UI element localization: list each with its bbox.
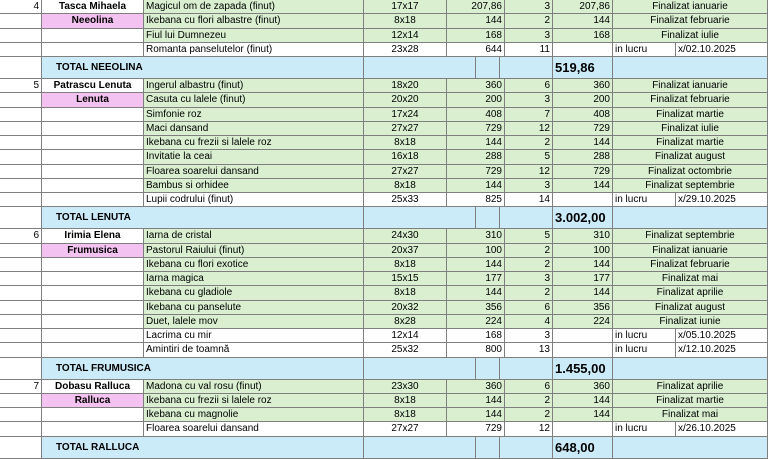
amount-cell[interactable]: 100 xyxy=(553,244,613,258)
empty-cell[interactable] xyxy=(42,165,144,179)
date-cell[interactable]: x/26.10.2025 xyxy=(676,422,768,436)
quantity-cell[interactable]: 13 xyxy=(505,343,553,357)
client-name-cell[interactable]: Dobasu Ralluca xyxy=(42,380,144,394)
table-row xyxy=(0,93,768,107)
quantity-cell[interactable]: 12 xyxy=(505,165,553,179)
status-cell[interactable]: Finalizat ianuarie xyxy=(613,0,768,14)
total-value-cell[interactable]: 3.002,00 xyxy=(553,207,613,229)
quantity-cell[interactable]: 7 xyxy=(505,108,553,122)
status-cell[interactable]: Finalizat ianuarie xyxy=(613,79,768,93)
total-label-cell[interactable]: TOTAL RALLUCA xyxy=(42,437,364,459)
empty-cell[interactable] xyxy=(42,315,144,329)
row-index-cell[interactable] xyxy=(0,122,42,136)
title-cell[interactable]: Romanta panselutelor (finut) xyxy=(144,43,364,57)
points-cell[interactable]: 360 xyxy=(447,79,505,93)
empty-cell[interactable] xyxy=(42,408,144,422)
row-index-cell[interactable] xyxy=(0,93,42,107)
points-cell[interactable]: 288 xyxy=(447,150,505,164)
size-cell[interactable]: 24x30 xyxy=(364,229,447,243)
size-cell[interactable]: 8x18 xyxy=(364,408,447,422)
row-index-cell[interactable] xyxy=(0,437,42,459)
empty-cell[interactable] xyxy=(42,108,144,122)
table-row xyxy=(0,394,768,408)
total-row xyxy=(0,207,768,229)
size-cell[interactable]: 23x30 xyxy=(364,380,447,394)
title-cell[interactable]: Lupii codrului (finut) xyxy=(144,193,364,207)
points-cell[interactable]: 144 xyxy=(447,286,505,300)
quantity-cell[interactable]: 2 xyxy=(505,136,553,150)
points-cell[interactable]: 200 xyxy=(447,93,505,107)
title-cell[interactable]: Lacrima cu mir xyxy=(144,329,364,343)
empty-cell[interactable] xyxy=(500,57,553,79)
row-index-cell[interactable] xyxy=(0,422,42,436)
client-name-cell[interactable]: Patrascu Lenuta xyxy=(42,79,144,93)
empty-cell[interactable] xyxy=(42,286,144,300)
amount-cell[interactable]: 729 xyxy=(553,122,613,136)
title-cell[interactable]: Casuta cu lalele (finut) xyxy=(144,93,364,107)
table-row xyxy=(0,79,768,93)
table-row xyxy=(0,136,768,150)
points-cell[interactable]: 100 xyxy=(447,244,505,258)
empty-cell[interactable] xyxy=(476,207,500,229)
amount-cell[interactable]: 310 xyxy=(553,229,613,243)
quantity-cell[interactable]: 2 xyxy=(505,394,553,408)
row-index-cell[interactable] xyxy=(0,57,42,79)
table-row xyxy=(0,179,768,193)
quantity-cell[interactable]: 3 xyxy=(505,272,553,286)
title-cell[interactable]: Madona cu val rosu (finut) xyxy=(144,380,364,394)
size-cell[interactable]: 27x27 xyxy=(364,165,447,179)
empty-cell[interactable] xyxy=(500,437,553,459)
title-cell[interactable]: Ikebana cu frezii si lalele roz xyxy=(144,136,364,150)
row-index-cell[interactable] xyxy=(0,136,42,150)
empty-cell[interactable] xyxy=(500,358,553,380)
client-nickname-cell[interactable]: Lenuta xyxy=(42,93,144,107)
quantity-cell[interactable]: 2 xyxy=(505,286,553,300)
client-nickname-cell[interactable]: Ralluca xyxy=(42,394,144,408)
empty-cell[interactable] xyxy=(476,358,500,380)
amount-cell[interactable] xyxy=(553,329,613,343)
table-row xyxy=(0,301,768,315)
status-cell[interactable]: Finalizat mai xyxy=(613,408,768,422)
size-cell[interactable]: 27x27 xyxy=(364,422,447,436)
empty-cell[interactable] xyxy=(500,207,553,229)
quantity-cell[interactable]: 2 xyxy=(505,14,553,28)
empty-cell[interactable] xyxy=(42,193,144,207)
table-row xyxy=(0,0,768,14)
quantity-cell[interactable]: 2 xyxy=(505,258,553,272)
points-cell[interactable]: 644 xyxy=(447,43,505,57)
size-cell[interactable]: 25x32 xyxy=(364,343,447,357)
title-cell[interactable]: Maci dansand xyxy=(144,122,364,136)
empty-cell[interactable] xyxy=(42,179,144,193)
points-cell[interactable]: 168 xyxy=(447,329,505,343)
date-cell[interactable]: x/02.10.2025 xyxy=(676,43,768,57)
size-cell[interactable]: 25x33 xyxy=(364,193,447,207)
empty-cell[interactable] xyxy=(476,437,500,459)
quantity-cell[interactable]: 11 xyxy=(505,43,553,57)
table-row xyxy=(0,165,768,179)
points-cell[interactable]: 144 xyxy=(447,394,505,408)
quantity-cell[interactable]: 14 xyxy=(505,193,553,207)
date-cell[interactable]: x/05.10.2025 xyxy=(676,329,768,343)
empty-cell[interactable] xyxy=(42,122,144,136)
empty-cell[interactable] xyxy=(42,422,144,436)
points-cell[interactable]: 177 xyxy=(447,272,505,286)
status-cell[interactable]: Finalizat septembrie xyxy=(613,179,768,193)
title-cell[interactable]: Duet, lalele mov xyxy=(144,315,364,329)
row-index-cell[interactable] xyxy=(0,301,42,315)
row-index-cell[interactable]: 6 xyxy=(0,229,42,243)
row-index-cell[interactable] xyxy=(0,108,42,122)
title-cell[interactable]: Ikebana cu flori exotice xyxy=(144,258,364,272)
total-row xyxy=(0,437,768,459)
row-index-cell[interactable] xyxy=(0,207,42,229)
quantity-cell[interactable]: 3 xyxy=(505,29,553,43)
total-label-cell[interactable]: TOTAL NEEOLINA xyxy=(42,57,364,79)
points-cell[interactable]: 356 xyxy=(447,301,505,315)
size-cell[interactable]: 8x18 xyxy=(364,179,447,193)
quantity-cell[interactable]: 6 xyxy=(505,79,553,93)
points-cell[interactable]: 224 xyxy=(447,315,505,329)
status-cell[interactable]: Finalizat martie xyxy=(613,108,768,122)
amount-cell[interactable]: 288 xyxy=(553,150,613,164)
points-cell[interactable]: 144 xyxy=(447,136,505,150)
points-cell[interactable]: 729 xyxy=(447,122,505,136)
quantity-cell[interactable]: 12 xyxy=(505,122,553,136)
empty-cell[interactable] xyxy=(613,437,768,459)
quantity-cell[interactable]: 5 xyxy=(505,229,553,243)
empty-cell[interactable] xyxy=(613,57,768,79)
size-cell[interactable]: 27x27 xyxy=(364,122,447,136)
table-row xyxy=(0,150,768,164)
title-cell[interactable]: Magicul om de zapada (finut) xyxy=(144,0,364,14)
points-cell[interactable]: 360 xyxy=(447,380,505,394)
status-cell[interactable]: in lucru xyxy=(613,193,676,207)
client-nickname-cell[interactable]: Neeolina xyxy=(42,14,144,28)
total-value-cell[interactable]: 1.455,00 xyxy=(553,358,613,380)
row-index-cell[interactable] xyxy=(0,165,42,179)
row-index-cell[interactable] xyxy=(0,358,42,380)
status-cell[interactable]: Finalizat februarie xyxy=(613,258,768,272)
quantity-cell[interactable]: 2 xyxy=(505,408,553,422)
amount-cell[interactable]: 360 xyxy=(553,380,613,394)
table-row xyxy=(0,108,768,122)
size-cell[interactable]: 8x18 xyxy=(364,14,447,28)
row-index-cell[interactable] xyxy=(0,244,42,258)
title-cell[interactable]: Ikebana cu flori albastre (finut) xyxy=(144,14,364,28)
empty-cell[interactable] xyxy=(42,258,144,272)
row-index-cell[interactable] xyxy=(0,286,42,300)
row-index-cell[interactable] xyxy=(0,408,42,422)
total-label-cell[interactable]: TOTAL LENUTA xyxy=(42,207,364,229)
empty-cell[interactable] xyxy=(42,150,144,164)
status-cell[interactable]: Finalizat iulie xyxy=(613,29,768,43)
amount-cell[interactable]: 144 xyxy=(553,179,613,193)
row-index-cell[interactable] xyxy=(0,43,42,57)
table-row xyxy=(0,244,768,258)
points-cell[interactable]: 800 xyxy=(447,343,505,357)
status-cell[interactable]: in lucru xyxy=(613,422,676,436)
points-cell[interactable]: 144 xyxy=(447,258,505,272)
amount-cell[interactable]: 144 xyxy=(553,14,613,28)
table-row xyxy=(0,43,768,57)
empty-cell[interactable] xyxy=(364,358,476,380)
size-cell[interactable]: 16x18 xyxy=(364,150,447,164)
status-cell[interactable]: Finalizat martie xyxy=(613,394,768,408)
total-label-cell[interactable]: TOTAL FRUMUSICA xyxy=(42,358,364,380)
empty-cell[interactable] xyxy=(613,358,768,380)
row-index-cell[interactable] xyxy=(0,272,42,286)
row-index-cell[interactable]: 5 xyxy=(0,79,42,93)
amount-cell[interactable]: 144 xyxy=(553,408,613,422)
table-row xyxy=(0,343,768,357)
table-row xyxy=(0,229,768,243)
points-cell[interactable]: 310 xyxy=(447,229,505,243)
status-cell[interactable]: Finalizat aprilie xyxy=(613,380,768,394)
size-cell[interactable]: 20x20 xyxy=(364,93,447,107)
row-index-cell[interactable] xyxy=(0,29,42,43)
row-index-cell[interactable] xyxy=(0,14,42,28)
points-cell[interactable]: 144 xyxy=(447,408,505,422)
size-cell[interactable]: 8x18 xyxy=(364,136,447,150)
quantity-cell[interactable]: 3 xyxy=(505,0,553,14)
title-cell[interactable]: Invitatie la ceai xyxy=(144,150,364,164)
size-cell[interactable]: 12x14 xyxy=(364,29,447,43)
amount-cell[interactable]: 729 xyxy=(553,165,613,179)
quantity-cell[interactable]: 5 xyxy=(505,150,553,164)
quantity-cell[interactable]: 12 xyxy=(505,422,553,436)
amount-cell[interactable] xyxy=(553,422,613,436)
points-cell[interactable]: 144 xyxy=(447,179,505,193)
amount-cell[interactable]: 168 xyxy=(553,29,613,43)
title-cell[interactable]: Ikebana cu magnolie xyxy=(144,408,364,422)
amount-cell[interactable]: 224 xyxy=(553,315,613,329)
points-cell[interactable]: 144 xyxy=(447,14,505,28)
quantity-cell[interactable]: 3 xyxy=(505,179,553,193)
points-cell[interactable]: 729 xyxy=(447,422,505,436)
title-cell[interactable]: Iarna magica xyxy=(144,272,364,286)
row-index-cell[interactable] xyxy=(0,258,42,272)
quantity-cell[interactable]: 4 xyxy=(505,315,553,329)
title-cell[interactable]: Ikebana cu panselute xyxy=(144,301,364,315)
empty-cell[interactable] xyxy=(364,57,476,79)
title-cell[interactable]: Ikebana cu frezii si lalele roz xyxy=(144,394,364,408)
quantity-cell[interactable]: 6 xyxy=(505,380,553,394)
status-cell[interactable]: Finalizat ianuarie xyxy=(613,244,768,258)
points-cell[interactable]: 408 xyxy=(447,108,505,122)
row-index-cell[interactable] xyxy=(0,179,42,193)
status-cell[interactable]: Finalizat martie xyxy=(613,136,768,150)
size-cell[interactable]: 17x24 xyxy=(364,108,447,122)
table-row xyxy=(0,122,768,136)
table-row xyxy=(0,380,768,394)
points-cell[interactable]: 825 xyxy=(447,193,505,207)
status-cell[interactable]: Finalizat octombrie xyxy=(613,165,768,179)
table-row xyxy=(0,272,768,286)
empty-cell[interactable] xyxy=(42,136,144,150)
points-cell[interactable]: 168 xyxy=(447,29,505,43)
status-cell[interactable]: Finalizat februarie xyxy=(613,14,768,28)
empty-cell[interactable] xyxy=(42,29,144,43)
table-row xyxy=(0,286,768,300)
status-cell[interactable]: in lucru xyxy=(613,43,676,57)
status-cell[interactable]: Finalizat septembrie xyxy=(613,229,768,243)
total-row xyxy=(0,358,768,380)
table-row xyxy=(0,422,768,436)
amount-cell[interactable]: 356 xyxy=(553,301,613,315)
empty-cell[interactable] xyxy=(42,343,144,357)
status-cell[interactable]: in lucru xyxy=(613,343,676,357)
amount-cell[interactable]: 144 xyxy=(553,394,613,408)
size-cell[interactable]: 20x32 xyxy=(364,301,447,315)
points-cell[interactable]: 207,86 xyxy=(447,0,505,14)
size-cell[interactable]: 23x28 xyxy=(364,43,447,57)
quantity-cell[interactable]: 3 xyxy=(505,93,553,107)
quantity-cell[interactable]: 6 xyxy=(505,301,553,315)
status-cell[interactable]: Finalizat aprilie xyxy=(613,286,768,300)
total-value-cell[interactable]: 648,00 xyxy=(553,437,613,459)
size-cell[interactable]: 18x20 xyxy=(364,79,447,93)
client-name-cell[interactable]: Irimia Elena xyxy=(42,229,144,243)
title-cell[interactable]: Ikebana cu gladiole xyxy=(144,286,364,300)
title-cell[interactable]: Amintiri de toamnă xyxy=(144,343,364,357)
total-value-cell[interactable]: 519,86 xyxy=(553,57,613,79)
points-cell[interactable]: 729 xyxy=(447,165,505,179)
empty-cell[interactable] xyxy=(364,207,476,229)
amount-cell[interactable]: 144 xyxy=(553,286,613,300)
table-row xyxy=(0,14,768,28)
row-index-cell[interactable] xyxy=(0,315,42,329)
table-row xyxy=(0,315,768,329)
status-cell[interactable]: Finalizat iulie xyxy=(613,122,768,136)
size-cell[interactable]: 20x37 xyxy=(364,244,447,258)
empty-cell[interactable] xyxy=(364,437,476,459)
row-index-cell[interactable]: 4 xyxy=(0,0,42,14)
client-nickname-cell[interactable]: Frumusica xyxy=(42,244,144,258)
title-cell[interactable]: Floarea soarelui dansand xyxy=(144,165,364,179)
status-cell[interactable]: Finalizat august xyxy=(613,301,768,315)
quantity-cell[interactable]: 3 xyxy=(505,329,553,343)
status-cell[interactable]: in lucru xyxy=(613,329,676,343)
row-index-cell[interactable] xyxy=(0,343,42,357)
title-cell[interactable]: Pastorul Raiului (finut) xyxy=(144,244,364,258)
amount-cell[interactable]: 144 xyxy=(553,258,613,272)
title-cell[interactable]: Ingerul albastru (finut) xyxy=(144,79,364,93)
row-index-cell[interactable] xyxy=(0,329,42,343)
amount-cell[interactable]: 200 xyxy=(553,93,613,107)
title-cell[interactable]: Bambus si orhidee xyxy=(144,179,364,193)
amount-cell[interactable] xyxy=(553,43,613,57)
size-cell[interactable]: 8x28 xyxy=(364,315,447,329)
row-index-cell[interactable] xyxy=(0,394,42,408)
size-cell[interactable]: 15x15 xyxy=(364,272,447,286)
date-cell[interactable]: x/12.10.2025 xyxy=(676,343,768,357)
table-row xyxy=(0,258,768,272)
amount-cell[interactable]: 408 xyxy=(553,108,613,122)
table-row xyxy=(0,329,768,343)
empty-cell[interactable] xyxy=(42,329,144,343)
table-row xyxy=(0,29,768,43)
amount-cell[interactable]: 177 xyxy=(553,272,613,286)
amount-cell[interactable]: 144 xyxy=(553,136,613,150)
empty-cell[interactable] xyxy=(42,301,144,315)
size-cell[interactable]: 17x17 xyxy=(364,0,447,14)
size-cell[interactable]: 12x14 xyxy=(364,329,447,343)
title-cell[interactable]: Floarea soarelui dansand xyxy=(144,422,364,436)
date-cell[interactable]: x/29.10.2025 xyxy=(676,193,768,207)
amount-cell[interactable]: 360 xyxy=(553,79,613,93)
amount-cell[interactable] xyxy=(553,193,613,207)
total-row xyxy=(0,57,768,79)
row-index-cell[interactable]: 7 xyxy=(0,380,42,394)
empty-cell[interactable] xyxy=(476,57,500,79)
status-cell[interactable]: Finalizat mai xyxy=(613,272,768,286)
table-row xyxy=(0,408,768,422)
title-cell[interactable]: Iarna de cristal xyxy=(144,229,364,243)
status-cell[interactable]: Finalizat februarie xyxy=(613,93,768,107)
size-cell[interactable]: 8x18 xyxy=(364,258,447,272)
table-row xyxy=(0,193,768,207)
client-name-cell[interactable]: Tasca Mihaela xyxy=(42,0,144,14)
amount-cell[interactable]: 207,86 xyxy=(553,0,613,14)
empty-cell[interactable] xyxy=(613,207,768,229)
empty-cell[interactable] xyxy=(42,43,144,57)
row-index-cell[interactable] xyxy=(0,150,42,164)
size-cell[interactable]: 8x18 xyxy=(364,286,447,300)
empty-cell[interactable] xyxy=(42,272,144,286)
title-cell[interactable]: Fiul lui Dumnezeu xyxy=(144,29,364,43)
title-cell[interactable]: Simfonie roz xyxy=(144,108,364,122)
amount-cell[interactable] xyxy=(553,343,613,357)
status-cell[interactable]: Finalizat august xyxy=(613,150,768,164)
status-cell[interactable]: Finalizat iunie xyxy=(613,315,768,329)
row-index-cell[interactable] xyxy=(0,193,42,207)
quantity-cell[interactable]: 2 xyxy=(505,244,553,258)
size-cell[interactable]: 8x18 xyxy=(364,394,447,408)
